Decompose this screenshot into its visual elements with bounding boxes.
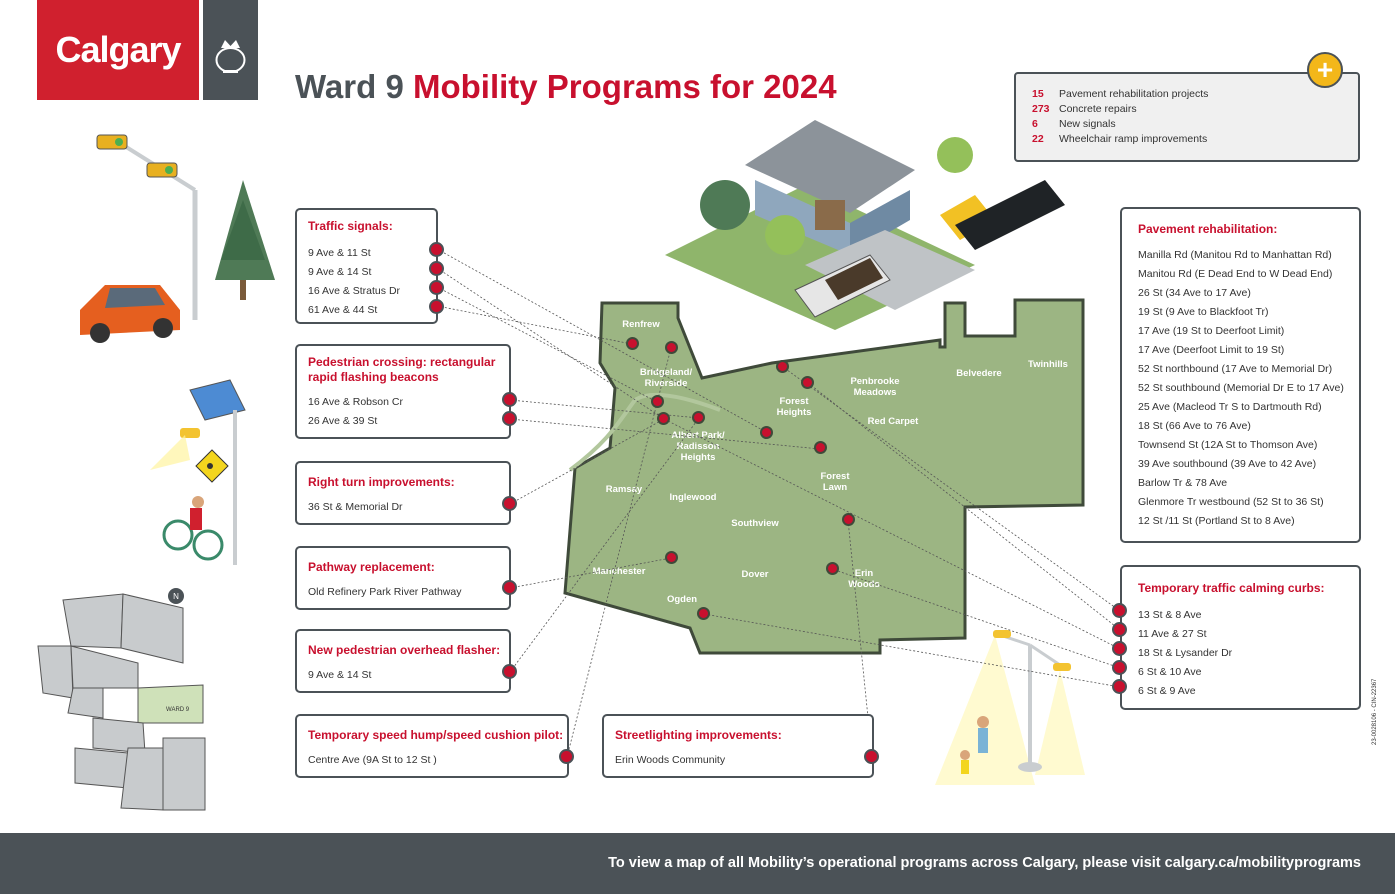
list-item: 6 St & 9 Ave	[1138, 685, 1196, 697]
community-red-carpet: Red Carpet	[867, 416, 919, 427]
community-erin-woods: Erin Woods	[848, 568, 880, 590]
overhead-flasher-panel	[295, 629, 511, 693]
panel-title: Pedestrian crossing: rectangular rapid flashing beacons	[308, 355, 496, 384]
location-marker	[864, 749, 879, 764]
map-marker	[697, 607, 710, 620]
right-turn-panel	[295, 461, 511, 525]
community-penbrooke: Penbrooke Meadows	[850, 376, 900, 398]
community-ogden: Ogden	[666, 594, 698, 605]
pedestrian-crossing-panel	[295, 344, 511, 439]
location-marker	[502, 496, 517, 511]
community-forest-heights: Forest Heights	[776, 396, 812, 418]
stat-row: 15 Pavement rehabilitation projects	[1032, 88, 1209, 100]
list-item: Centre Ave (9A St to 12 St )	[308, 754, 437, 766]
list-item: 9 Ave & 11 St	[308, 247, 371, 259]
traffic-calming-panel	[1120, 565, 1361, 710]
list-item: Townsend St (12A St to Thomson Ave)	[1138, 439, 1318, 451]
location-marker	[502, 664, 517, 679]
plus-icon: +	[1307, 52, 1343, 88]
footer-bar	[0, 833, 1395, 894]
community-dover: Dover	[741, 569, 769, 580]
list-item: 39 Ave southbound (39 Ave to 42 Ave)	[1138, 458, 1317, 470]
stat-row: 6 New signals	[1032, 118, 1116, 130]
list-item: 6 St & 10 Ave	[1138, 666, 1202, 678]
list-item: 25 Ave (Macleod Tr S to Dartmouth Rd)	[1138, 401, 1322, 413]
list-item: 16 Ave & Robson Cr	[308, 396, 403, 408]
list-item: 18 St & Lysander Dr	[1138, 647, 1233, 659]
speed-hump-panel	[295, 714, 569, 778]
location-marker	[1112, 622, 1127, 637]
footer-text[interactable]: To view a map of all Mobility’s operational programs across Calgary, please visit calgary.ca/mobilityprograms	[608, 855, 1361, 871]
list-item: 9 Ave & 14 St	[308, 266, 372, 278]
north-arrow-icon: N	[173, 592, 179, 601]
traffic-signals-panel	[295, 208, 438, 324]
community-forest-lawn: Forest Lawn	[820, 471, 850, 493]
inset-ward-label: WARD 9	[166, 707, 190, 713]
panel-title: Streetlighting improvements:	[615, 728, 782, 742]
stat-row: 273 Concrete repairs	[1032, 103, 1137, 115]
page-title: Ward 9 Mobility Programs for 2024	[295, 68, 837, 105]
panel-title: Traffic signals:	[308, 219, 393, 233]
list-item: 16 Ave & Stratus Dr	[308, 285, 401, 297]
list-item: 52 St northbound (17 Ave to Memorial Dr)	[1138, 363, 1333, 375]
community-bridgeland: Bridgeland/ Riverside	[639, 367, 693, 389]
location-marker	[502, 392, 517, 407]
pathway-panel	[295, 546, 511, 610]
list-item: Erin Woods Community	[615, 754, 726, 766]
community-renfrew: Renfrew	[622, 319, 660, 330]
list-item: 36 St & Memorial Dr	[308, 501, 403, 513]
list-item: Barlow Tr & 78 Ave	[1138, 477, 1228, 489]
map-marker	[801, 376, 814, 389]
list-item: Manitou Rd (E Dead End to W Dead End)	[1138, 268, 1333, 280]
location-marker	[429, 242, 444, 257]
list-item: 26 St (34 Ave to 17 Ave)	[1138, 287, 1251, 299]
map-marker	[692, 411, 705, 424]
panel-title: Pavement rehabilitation:	[1138, 222, 1278, 236]
list-item: Manilla Rd (Manitou Rd to Manhattan Rd)	[1138, 249, 1332, 261]
panel-title: Temporary speed hump/speed cushion pilot:	[308, 728, 564, 742]
map-marker	[842, 513, 855, 526]
list-item: Glenmore Tr westbound (52 St to 36 St)	[1138, 496, 1324, 508]
panel-title: New pedestrian overhead flasher:	[308, 643, 501, 657]
location-marker	[1112, 641, 1127, 656]
map-marker	[657, 412, 670, 425]
document-code: 23-0028106 - CIN-22367	[1372, 678, 1378, 745]
streetlighting-panel	[602, 714, 874, 778]
map-marker	[826, 562, 839, 575]
location-marker	[1112, 603, 1127, 618]
panel-title: Pathway replacement:	[308, 560, 435, 574]
community-twinhills: Twinhills	[1028, 359, 1068, 370]
pavement-rehab-panel	[1120, 207, 1361, 543]
community-southview: Southview	[731, 518, 779, 529]
location-marker	[429, 261, 444, 276]
list-item: Old Refinery Park River Pathway	[308, 586, 462, 598]
location-marker	[559, 749, 574, 764]
list-item: 11 Ave & 27 St	[1138, 628, 1207, 640]
community-inglewood: Inglewood	[669, 492, 717, 503]
panel-title: Temporary traffic calming curbs:	[1138, 581, 1325, 595]
map-marker	[776, 360, 789, 373]
list-item: 26 Ave & 39 St	[308, 415, 378, 427]
map-marker	[814, 441, 827, 454]
community-manchester: Manchester	[592, 566, 646, 577]
list-item: 9 Ave & 14 St	[308, 669, 372, 681]
location-marker	[429, 280, 444, 295]
map-marker	[626, 337, 639, 350]
location-marker	[502, 411, 517, 426]
map-marker	[665, 341, 678, 354]
list-item: 17 Ave (Deerfoot Limit to 19 St)	[1138, 344, 1285, 356]
list-item: 52 St southbound (Memorial Dr E to 17 Ave)	[1138, 382, 1344, 394]
list-item: 18 St (66 Ave to 76 Ave)	[1138, 420, 1251, 432]
location-marker	[1112, 660, 1127, 675]
community-albert-park: Albert Park/ Radisson Heights	[671, 430, 725, 463]
list-item: 61 Ave & 44 St	[308, 304, 378, 316]
list-item: 17 Ave (19 St to Deerfoot Limit)	[1138, 325, 1285, 337]
calgary-logo: Calgary	[37, 0, 199, 100]
community-ramsay: Ramsay	[605, 484, 643, 495]
stat-row: 22 Wheelchair ramp improvements	[1032, 133, 1208, 145]
map-marker	[651, 395, 664, 408]
location-marker	[502, 580, 517, 595]
list-item: 13 St & 8 Ave	[1138, 609, 1202, 621]
location-marker	[429, 299, 444, 314]
list-item: 19 St (9 Ave to Blackfoot Tr)	[1138, 306, 1269, 318]
map-marker	[665, 551, 678, 564]
list-item: 12 St /11 St (Portland St to 8 Ave)	[1138, 515, 1295, 527]
community-belvedere: Belvedere	[956, 368, 1002, 379]
panel-title: Right turn improvements:	[308, 475, 455, 489]
map-marker	[760, 426, 773, 439]
location-marker	[1112, 679, 1127, 694]
